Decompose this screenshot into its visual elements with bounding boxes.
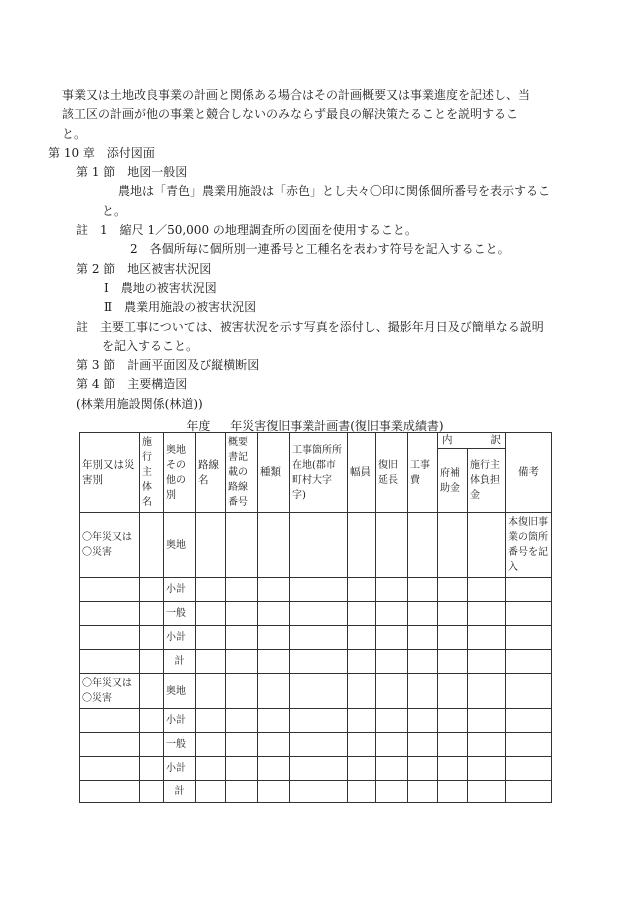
breakdown-right: 訳: [490, 434, 501, 447]
header-restored-length: 復旧延長: [376, 433, 408, 513]
group-label: 〇年災又は〇災害: [80, 513, 140, 578]
row-label: 一般: [164, 602, 196, 626]
group-label: 〇年災又は〇災害: [80, 674, 140, 709]
text-line: Ⅰ 農地の被害状況図: [104, 280, 217, 295]
text-line: 事業又は土地改良事業の計画と関係ある場合はその計画概要又は事業進度を記述し、当: [62, 88, 531, 102]
text-line: 農地は「青色」農業用施設は「赤色」とし夫々〇印に関係個所番号を表示するこ: [118, 184, 551, 199]
table-row: [80, 650, 552, 674]
body-text: [48, 86, 562, 414]
header-location: 工事箇所所在地(郡市町村大字字): [290, 433, 348, 513]
row-label: 小計: [164, 626, 196, 650]
recovery-plan-table: [79, 432, 552, 803]
table-row: [80, 674, 552, 709]
header-breakdown: [438, 433, 506, 449]
header-route-name: 路線名: [196, 433, 226, 513]
row-label: 一般: [164, 733, 196, 757]
table-row: [80, 578, 552, 602]
text-line: 該工区の計画が他の事業と競合しないのみならず最良の解決策たることを説明するこ: [62, 107, 519, 122]
section-heading: 第 1 節 地図一般図: [76, 165, 188, 180]
text-line: と。: [102, 203, 127, 218]
note-line: 2 各個所毎に個所別一連番号と工種名を表わす符号を記入すること。: [130, 242, 510, 257]
table-row: [80, 602, 552, 626]
row-label: 奥地: [164, 513, 196, 578]
header-remarks: 備考: [506, 433, 552, 513]
row-label: 計: [164, 781, 196, 803]
note-line: 註 1 縮尺 1／50,000 の地理調査所の図面を使用すること。: [76, 223, 417, 238]
breakdown-left: 内: [442, 434, 453, 447]
table-title-main: 年災害復旧事業計画書(復旧事業成績書): [230, 419, 444, 433]
header-executor-burden: 施行主体負担金: [468, 449, 506, 513]
text-line: Ⅱ 農業用施設の被害状況図: [104, 300, 257, 315]
header-width: 幅員: [348, 433, 376, 513]
section-heading: 第 4 節 主要構造図: [76, 377, 188, 392]
note-line: を記入すること。: [102, 338, 199, 353]
header-cost: 工事費: [408, 433, 438, 513]
text-line: (林業用施設関係(林道)): [76, 396, 203, 411]
header-remote-other: 奥地その他の別: [164, 433, 196, 513]
header-route-number: 概要書記載の路線番号: [226, 433, 258, 513]
table-row: [80, 513, 552, 578]
note-line: 註 主要工事については、被害状況を示す写真を添付し、撮影年月日及び簡単なる説明: [76, 319, 544, 334]
row-label: 奥地: [164, 674, 196, 709]
remarks-note: 本復旧事業の箇所番号を記入: [506, 513, 552, 578]
header-type: 種類: [258, 433, 290, 513]
text-line: と。: [62, 126, 87, 141]
table-row: [80, 733, 552, 757]
row-label: 小計: [164, 757, 196, 781]
chapter-heading: 第 10 章 添付図面: [48, 145, 155, 160]
row-label: 小計: [164, 709, 196, 733]
header-year-or-disaster: 年別又は災害別: [80, 433, 140, 513]
table-row: [80, 757, 552, 781]
table-row: [80, 781, 552, 803]
table-title-year: 年度: [186, 419, 211, 433]
header-prefecture-subsidy: 府補助金: [438, 449, 468, 513]
row-label: 計: [164, 650, 196, 674]
table-row: [80, 626, 552, 650]
section-heading: 第 3 節 計画平面図及び縦横断図: [76, 358, 260, 373]
section-heading: 第 2 節 地区被害状況図: [76, 261, 212, 276]
row-label: 小計: [164, 578, 196, 602]
header-executor: 施行主体名: [140, 433, 164, 513]
table-row: [80, 709, 552, 733]
